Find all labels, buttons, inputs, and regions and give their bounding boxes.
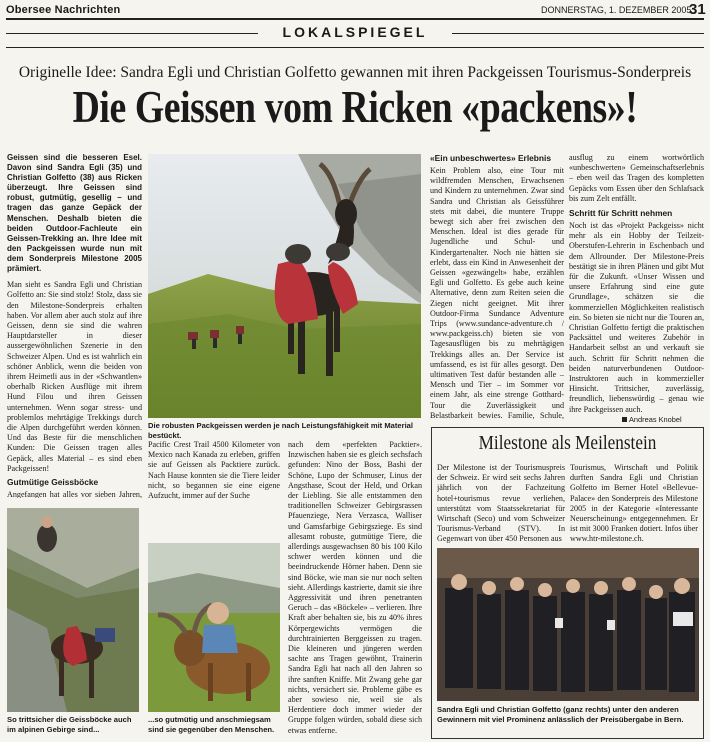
subheading: Schritt für Schritt nehmen (569, 208, 673, 219)
article-paragraph: ausflug zu einem wortwörtlich «unbeschwerten» Gemeinschaftserlebnis – eben weil das Tragen des kompletten Gepäcks vom Essen über den Schlafsack bis zum Zelt entfällt. (569, 153, 704, 203)
article-paragraph: Kein Problem also, eine Tour mit wildfremden Menschen, Erwachsenen und Kindern zu unternehmen. Zwar sind Sandra und Christian als Geissführer stets mit dabei, die muntere Truppe bewegt sich aber frei zwischen den Menschen. Ideal ist dies gerade für Jugendliche und Schul- und Kindergartenalter. Noch nie hätten sie erlebt, dass ein Kind in Anwesenheit der Geissen «gezwängelt» habe, erzählen Egli und Golfetto. Es gebe auch keine Alternative, denn zum Reiten seien die Ziegen nicht geeignet. Mit ihrer Outdoor-Firma Sundance Adventure Trips (www.sundance-adventure.ch / www.packgeiss.ch) bieten sie von Tagesausflügen bis zu mehrtägigen Trekkings alles an. Der Service ist umfassend, es ist für alles gesorgt. Den ultimativen Test dafür bestanden alle – Mensch und Tier – im Sommer vor einem Jahr, als eine strenge Gotthard-Tour die Zuverlässigkeit und Belastbarkeit bewies. Familie, Schule, (430, 166, 564, 420)
subheading: «Ein unbeschwertes» Erlebnis (430, 153, 552, 163)
page-number: 31 (689, 1, 706, 18)
article-lead: Geissen sind die besseren Esel. Davon sind Sandra Egli (35) und Christian Golfetto (38) aus Ricken überzeugt. Ihre Geissen sind robust, gutmütig, gesellig – und tragen das ganze Gepäck der Menschen. Deshalb bieten die beiden Outdoor-Fachleute ein Geissen-Trekking an. Ihre Idee mit den Packgeissen wurde nun mit dem Sonderpreis Milestone 2005 prämiert. (7, 153, 142, 274)
article-column-3 (288, 440, 422, 738)
author-square-icon (622, 417, 627, 422)
milestone-paragraph: Tourismus, Wirtschaft und Politik durften Sandra Egli und Christian Golfetto im Berner Hotel «Bellevue-Palace» den Sonderpreis des Milestone 2005 in der Kategorie «Interessante Neuerscheinung» entgegennehmen. Er ist mit 3000 Franken dotiert. Infos über www.htr-milestone.ch. (570, 463, 698, 544)
award-ceremony-photo (437, 548, 699, 701)
author-byline (622, 415, 682, 424)
photo-caption-bottom-left: So trittsicher die Geissböcke auch im alpinen Gebirge sind... (7, 715, 132, 734)
photo-goats-mountain (7, 508, 139, 712)
section-label: LOKALSPIEGEL (282, 24, 428, 40)
main-photo-goats-trekking (148, 154, 421, 418)
photo-boy-with-goat (148, 543, 280, 712)
article-paragraph: Angefangen hat alles vor sieben Jahren, (7, 489, 142, 498)
subheading: Gutmütige Geissböcke (7, 476, 99, 487)
newspaper-name: Obersee Nachrichten (6, 4, 121, 16)
article-column-1 (7, 153, 142, 498)
masthead-rule (6, 18, 704, 20)
milestone-paragraph: Der Milestone ist der Tourismuspreis der Schweiz. Er wird seit sechs Jahren jährlich von der Fachzeitung hotel+tourismus revue verliehen, unterstützt vom Staatssekretariat für Wirtschaft (Seco) und vom Schweizer Tourismus-Verband (STV). In Gegenwart von über 450 Personen aus (437, 463, 565, 544)
milestone-text-left (437, 463, 565, 545)
article-paragraph: Pacific Crest Trail 4500 Kilometer von Mexico nach Kanada zu erleben, griffen sie auf Geissen als Packtiere zurück. Nach Hause konnten sie die Tiere leider nicht, so begannen sie eine eigene Aufzucht, immer auf der Suche (148, 440, 280, 500)
article-paragraph: Man sieht es Sandra Egli und Christian Golfetto an: Sie sind stolz! Stolz, dass sie den Milestone-Sonderpreis erhalten haben. Vor allem aber auch stolz auf ihre Geissen, denn sie sind die wahren Hauptdarsteller in dieser aussergewöhnlichen Szenerie in den Schweizer Alpen. Und es ist wahrlich ein schöner Anblick, wenn die beiden von ihrem Heimetli aus in der «Schwantlen» oberhalb Ricken Ausflüge mit ihrem Hund Filou und ihren Geissen unternehmen. Wenn sogar stress- und problemlos mehrtägige Trekkings durch die Alpen durchgeführt werden können. Und das Beste für die menschlichen Kunden: Die Geissen tragen alles Gepäck, alles Material – es sind eben Packgeissen! (7, 280, 142, 473)
article-column-4 (430, 153, 564, 421)
author-name: Andreas Knobel (629, 415, 682, 424)
section-rule-bottom (6, 47, 704, 48)
headline: Die Geissen vom Ricken «packens»! (72, 81, 638, 132)
milestone-title: Milestone als Meilenstein (478, 432, 657, 454)
article-column-5 (569, 153, 704, 421)
main-photo-caption: Die robusten Packgeissen werden je nach Leistungsfähigkeit mit Material bestückt. (148, 421, 414, 440)
milestone-text-right (570, 463, 698, 545)
issue-date: DONNERSTAG, 1. DEZEMBER 2005 (541, 5, 692, 15)
article-paragraph: nach dem «perfekten Packtier». Inzwischen haben sie es gleich sechsfach gefunden: Nino der Boss, Bashi der Schöne, Lupo der Schmuser, Linus der Angsthase, Scout der Held, und Orkan der Liebling. Sie alle entstammen den traditionellen Schweizer Gebirgsrassen Pfauenziege, Nera Verzasca, Walliser und Gamsfarbige Gebirgsziege. Es sind allesamt robuste, gutmütige Tiere, die allerdings ausgewachsen 80 bis 100 Kilo schwer werden können und die beeindruckende Hörner haben. Denn sie sind Böcke, wie man sie nur noch selten sieht. Allerdings kastrierte, damit sie ihre Aggressivität und ihren penetranten Geruch – das «Böckele» – verlieren. Ihre Kraft aber behalten sie, bis zu 40% ihres Körpergewichts vermögen die durchtrainierten Berggeissen zu tragen. Die kleineren und jüngeren werden sachte ans Tragen gewöhnt, Trainerin Sandra Egli hat nach all den Jahren so ihre sanften Kniffe. Mit Zwang gehe gar nichts, versichert sie. Probleme gäbe es aber sowieso nie, weil sie als Herdentiere doch immer wieder der Gruppe folgen würden, sobald diese sich etwas entferne. (288, 440, 422, 735)
article-paragraph: Noch ist das «Projekt Packgeiss» nicht mehr als ein Hobby der Teilzeit-Oberstufen-Lehrerin in Eschenbach und dem Allrounder. Der Milestone-Preis bestätigt sie in ihren Plänen und gibt Mut für die Zukunft. «Unser Wissen und unsere Erfahrung sind eine gute Grundlage», schätzen sie die kommerziellen Möglichkeiten realistisch ein. So bieten sie nicht nur die Touren an, Christian Golfetto fertigt die praktischen Packsättel und weiteres Zubehör in Handarbeit selbst an und verkauft sie auch. Schritt für Schritt nehmen die beiden naturverbundenen Outdoor-Instruktoren auch in kommerzieller Hinsicht. Trittsicher, zuverlässig, freundlich, liebenswürdig – genau wie ihre Packgeissen auch. (569, 221, 704, 414)
photo-caption-bottom-middle: ...so gutmütig und anschmiegsam sind sie gegenüber den Menschen. (148, 715, 275, 734)
article-column-2 (148, 440, 280, 500)
headline-overline: Originelle Idee: Sandra Egli und Christian Golfetto gewannen mit ihren Packgeissen Tourismus-Sonderpreis (18, 64, 692, 81)
award-photo-caption: Sandra Egli und Christian Golfetto (ganz rechts) unter den anderen Gewinnern mit viel Prominenz anlässlich der Preisübergabe in Bern. (437, 705, 684, 724)
